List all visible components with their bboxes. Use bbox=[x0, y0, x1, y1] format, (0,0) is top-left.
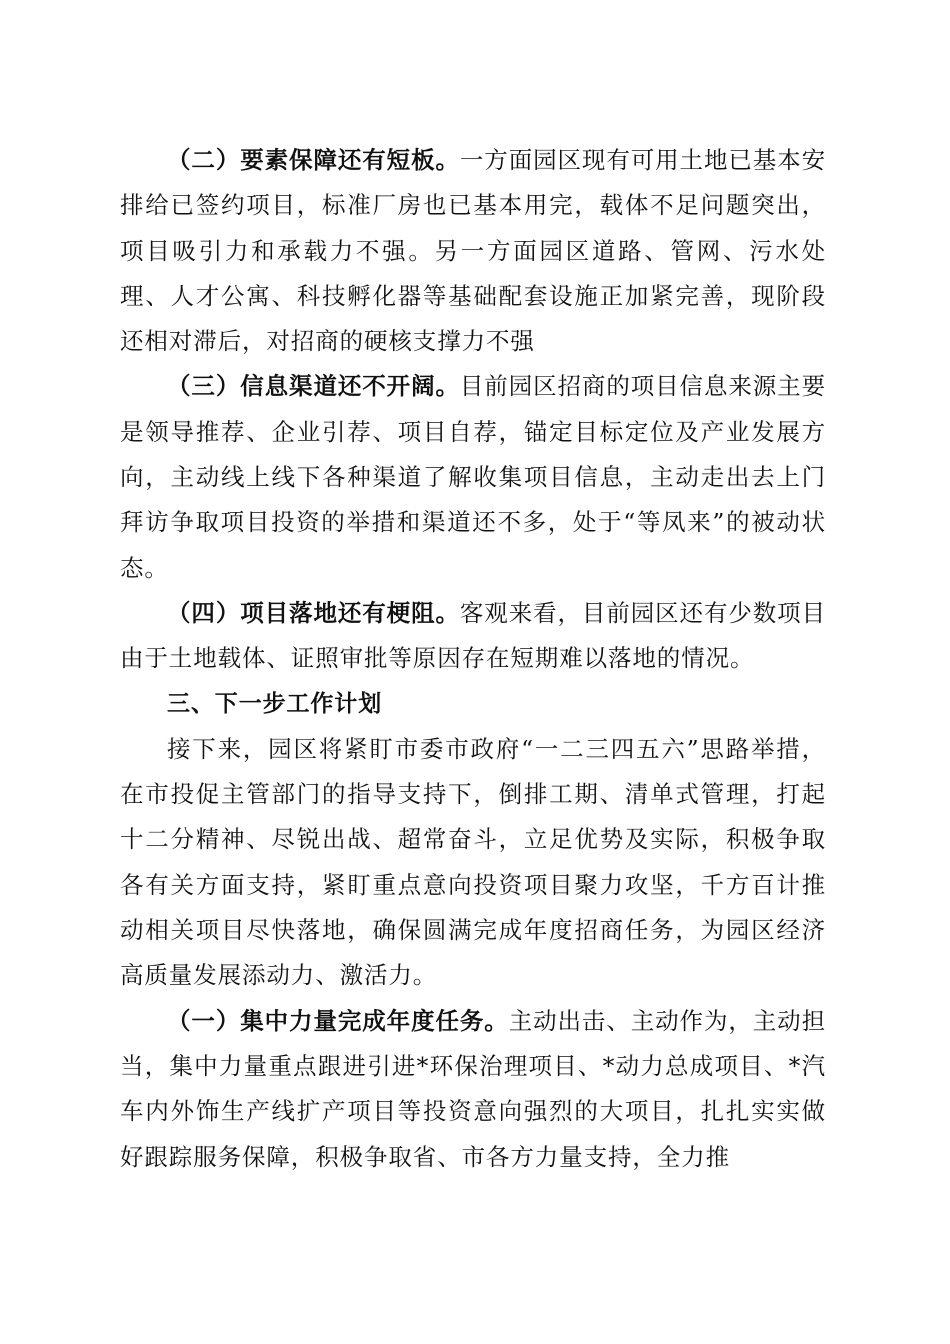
paragraph-lead: （三）信息渠道还不开阔。 bbox=[167, 372, 460, 401]
paragraph-lead: （四）项目落地还有梗阻。 bbox=[167, 598, 460, 627]
paragraph-text: 客观来看，目前园区还有少数项目由于土地载体、证照审批等原因存在短期难以落地的情况。 bbox=[120, 598, 826, 673]
paragraph-lead: （二）要素保障还有短板。 bbox=[167, 146, 460, 174]
paragraph-element-guarantee bbox=[120, 138, 826, 364]
paragraph-info-channel bbox=[120, 364, 826, 590]
paragraph-lead: （一）集中力量完成年度任务。 bbox=[167, 1006, 509, 1035]
section-heading: 三、下一步工作计划 bbox=[167, 690, 383, 717]
paragraph-project-landing bbox=[120, 591, 826, 682]
paragraph-intro: 接下来，园区将紧盯市委市政府“一二三四五六”思路举措，在市投促主管部门的指导支持下，倒排工期、清单式管理，打起十二分精神、尽锐出战、超常奋斗，立足优势及实际，积极争取各有关方面支持，紧盯重点意向投资项目聚力攻坚，千方百计推动相关项目尽快落地，确保圆满完成年度招商任务，为园区经济高质量发展添动力、激活力。 bbox=[120, 734, 826, 990]
paragraph-text: 主动出击、主动作为，主动担当，集中力量重点跟进引进*环保治理项目、*动力总成项目、*汽车内外饰生产线扩产项目等投资意向强烈的大项目，扎扎实实做好跟踪服务保障，积极争取省、市各方力量支持，全力推 bbox=[120, 1006, 826, 1171]
paragraph-text: 目前园区招商的项目信息来源主要是领导推荐、企业引荐、项目自荐，锚定目标定位及产业发展方向，主动线上线下各种渠道了解收集项目信息，主动走出去上门拜访争取项目投资的举措和渠道还不多，处于“等凤来”的被动状态。 bbox=[120, 372, 826, 582]
paragraph-text: 一方面园区现有可用土地已基本安排给已签约项目，标准厂房也已基本用完，载体不足问题突出，项目吸引力和承载力不强。另一方面园区道路、管网、污水处理、人才公寓、科技孵化器等基础配套设施正加紧完善，现阶段还相对滞后，对招商的硬核支撑力不强 bbox=[120, 146, 826, 356]
paragraph-annual-task bbox=[120, 999, 826, 1180]
document-body bbox=[120, 138, 826, 1180]
